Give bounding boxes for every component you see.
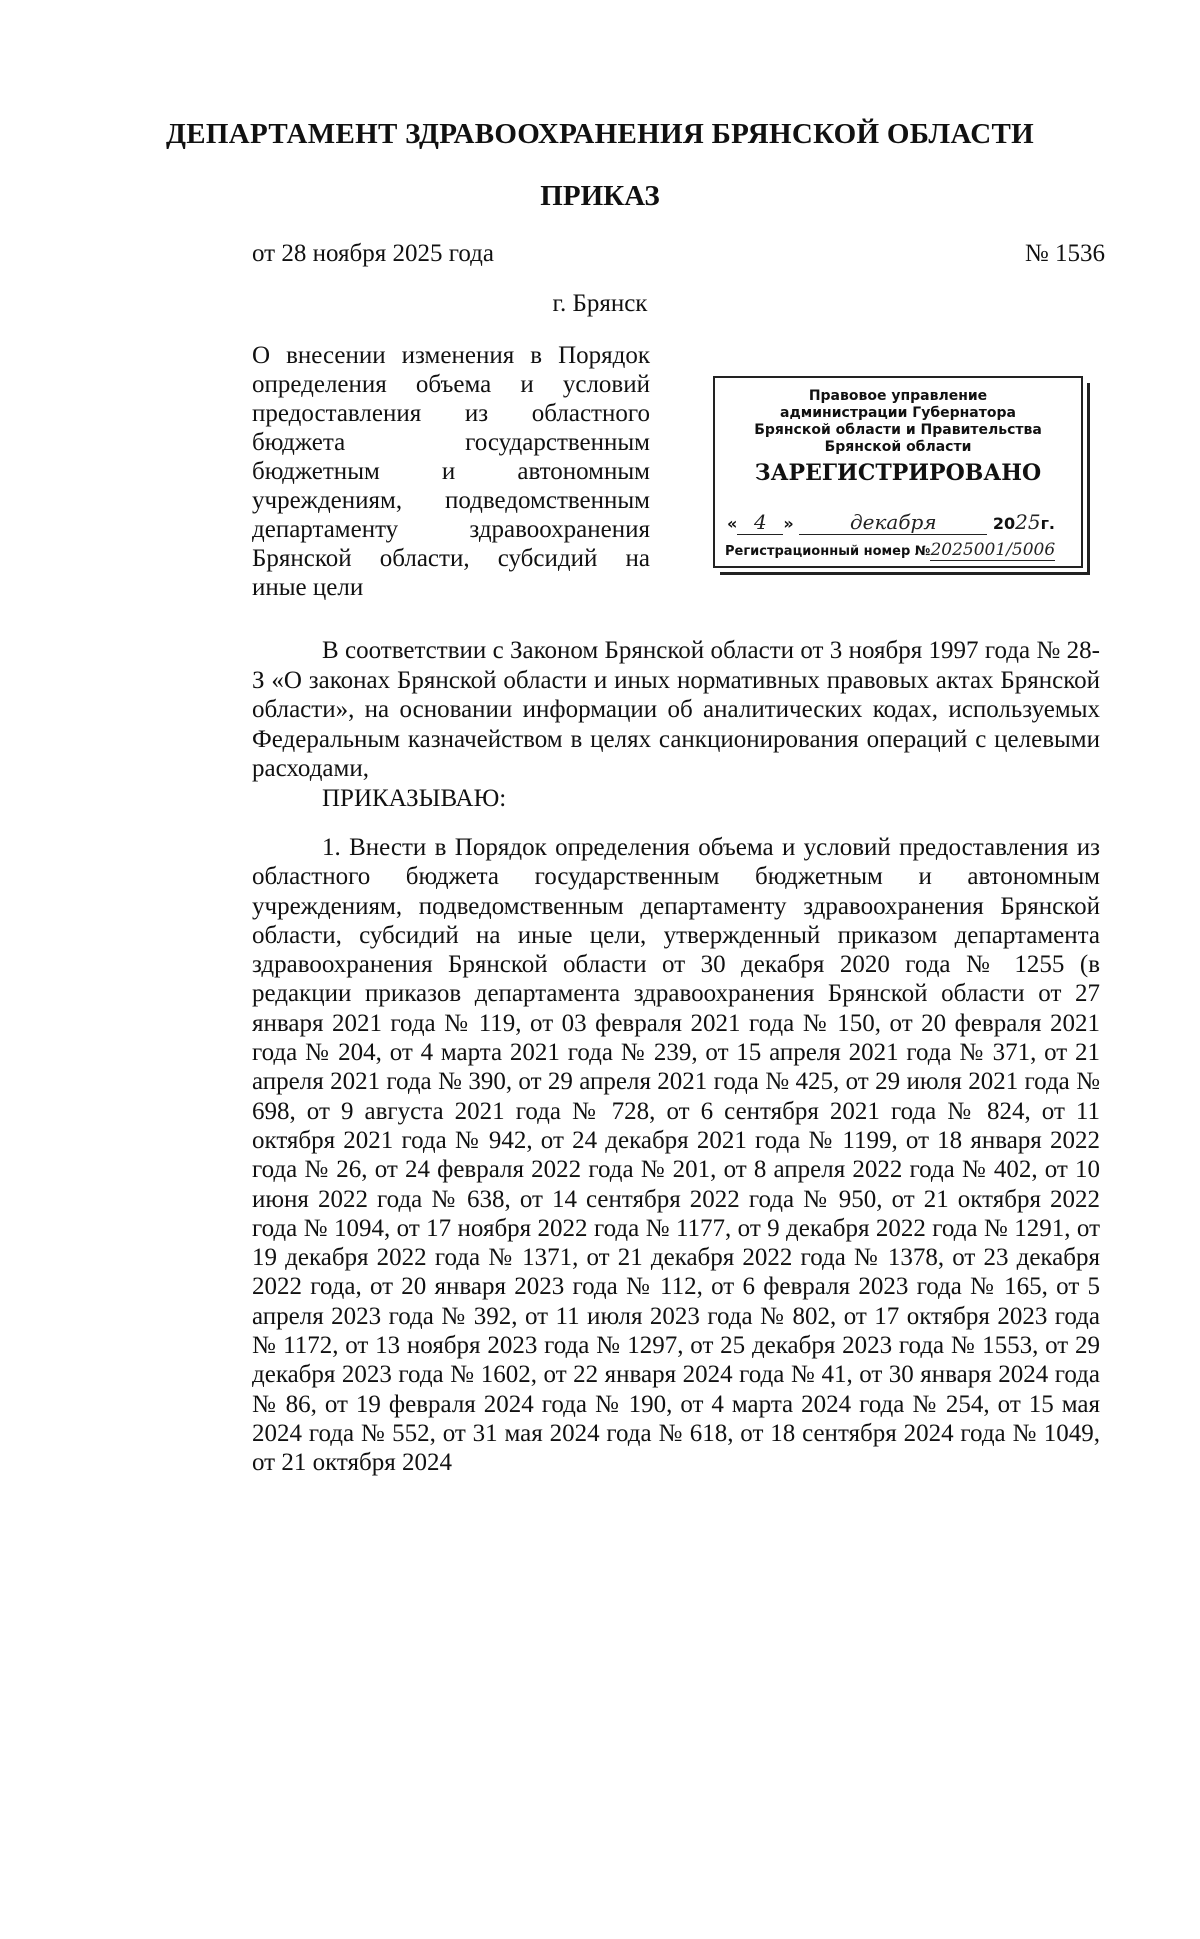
- stamp-quote-open: «: [727, 514, 738, 533]
- stamp-date: [727, 510, 1073, 535]
- stamp-line: администрации Губернатора: [780, 405, 1016, 421]
- preamble: [252, 636, 1100, 784]
- subject-line: бюджета государственным: [252, 429, 650, 456]
- subject-line: Брянской области, субсидий на: [252, 545, 650, 572]
- stamp-line: Брянской области и Правительства: [754, 422, 1042, 438]
- stamp-registered: ЗАРЕГИСТРИРОВАНО: [754, 460, 1042, 486]
- subject-line: предоставления из областного: [252, 400, 650, 427]
- stamp-month: [799, 510, 987, 535]
- stamp-year-handwritten: 25: [1015, 510, 1041, 534]
- stamp-day-handwritten: 4: [753, 510, 767, 534]
- subject-line: О внесении изменения в Порядок: [252, 342, 650, 369]
- preamble-text: В соответствии с Законом Брянской области от 3 ноября 1997 года № 28-З «О законах Брянской области и иных нормативных правовых актах Брянской области», на основании информации об аналитических кодах, используемых Федеральным казначейством в целях санкционирования операций с целевыми расходами,: [252, 637, 1100, 782]
- stamp-year-prefix: 20: [992, 514, 1016, 533]
- subject-line: иные цели: [252, 574, 364, 601]
- stamp-month-handwritten: декабря: [849, 510, 937, 534]
- stamp-line: Правовое управление: [808, 388, 988, 404]
- document-date: от 28 ноября 2025 года: [252, 240, 494, 267]
- document-type: ПРИКАЗ: [540, 180, 660, 212]
- stamp-day: [737, 510, 783, 535]
- stamp-regnum-label: Регистрационный номер №: [725, 544, 931, 559]
- order-item-1-text: 1. Внести в Порядок определения объема и условий предоставления из областного бюджета государственным бюджетным и автономным учреждениям, подведомственным департаменту здравоохранения Брянской области, субсидий на иные цели, утвержденный приказом департамента здравоохранения Брянской области от 30 декабря 2020 года № 1255 (в редакции приказов департамента здравоохранения Брянской области от 27 января 2021 года № 119, от 03 февраля 2021 года № 150, от 20 февраля 2021 года № 204, от 4 марта 2021 года № 239, от 15 апреля 2021 года № 371, от 21 апреля 2021 года № 390, от 29 апреля 2021 года № 425, от 29 июля 2021 года № 698, от 9 августа 2021 года № 728, от 6 сентября 2021 года № 824, от 11 октября 2021 года № 942, от 24 декабря 2021 года № 1199, от 18 января 2022 года № 26, от 24 февраля 2022 года № 201, от 8 апреля 2022 года № 402, от 10 июня 2022 года № 638, от 14 сентября 2022 года № 950, от 21 октября 2022 года № 1094, от 17 ноября 2022 года № 1177, от 9 декабря 2022 года № 1291, от 19 декабря 2022 года № 1371, от 21 декабря 2022 года № 1378, от 23 декабря 2022 года, от 20 января 2023 года № 112, от 6 февраля 2023 года № 165, от 5 апреля 2023 года № 392, от 11 июля 2023 года № 802, от 17 октября 2023 года № 1172, от 13 ноября 2023 года № 1297, от 25 декабря 2023 года № 1553, от 29 декабря 2023 года № 1602, от 22 января 2024 года № 41, от 30 января 2024 года № 86, от 19 февраля 2024 года № 190, от 4 марта 2024 года № 254, от 15 мая 2024 года № 552, от 31 мая 2024 года № 618, от 18 сентября 2024 года № 1049, от 21 октября 2024: [252, 834, 1100, 1477]
- subject-line: определения объема и условий: [252, 371, 650, 398]
- stamp-line: Брянской области: [824, 439, 972, 455]
- document-subject: [252, 341, 650, 602]
- stamp-year-end: г.: [1040, 514, 1055, 533]
- order-word: ПРИКАЗЫВАЮ:: [322, 785, 507, 812]
- document-city: г. Брянск: [552, 290, 648, 317]
- subject-line: департаменту здравоохранения: [252, 516, 650, 543]
- document-number: № 1536: [1024, 240, 1105, 267]
- stamp-regnum-handwritten: 2025001/5006: [930, 540, 1056, 560]
- subject-line: бюджетным и автономным: [252, 458, 650, 485]
- stamp-registration-number: [725, 540, 1075, 560]
- stamp-quote-close: »: [783, 514, 794, 533]
- registration-stamp: [713, 376, 1083, 568]
- subject-line: учреждениям, подведомственным: [252, 487, 650, 514]
- order-item-1: [252, 833, 1100, 1478]
- organization-name: ДЕПАРТАМЕНТ ЗДРАВООХРАНЕНИЯ БРЯНСКОЙ ОБЛАСТИ: [165, 118, 1034, 150]
